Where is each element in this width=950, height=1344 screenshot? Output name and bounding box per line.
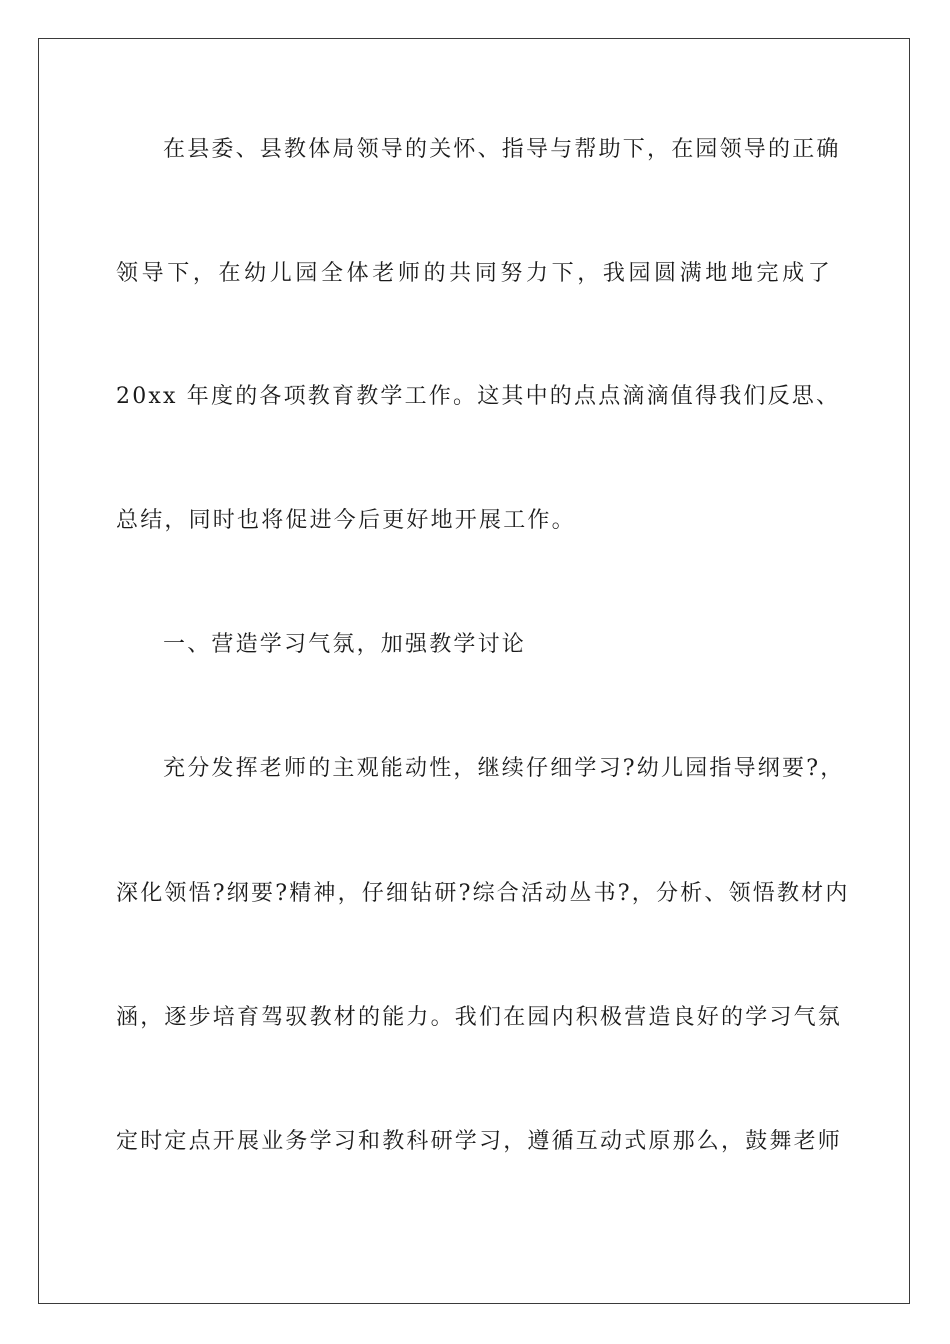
paragraph-1-line-2: 领导下，在幼儿园全体老师的共同努力下，我园圆满地地完成了 [116, 261, 832, 286]
paragraph-1-line-4: 总结，同时也将促进今后更好地开展工作。 [116, 508, 576, 533]
paragraph-1-line-3: 20xx 年度的各项教育教学工作。这其中的点点滴滴值得我们反思、 [116, 384, 841, 409]
page-border [38, 38, 910, 1304]
section-heading: 一、营造学习气氛，加强教学讨论 [163, 632, 527, 657]
paragraph-2-line-3: 涵，逐步培育驾驭教材的能力。我们在园内积极营造良好的学习气氛 [116, 1005, 843, 1030]
paragraph-2-line-1: 充分发挥老师的主观能动性，继续仔细学习?幼儿园指导纲要?， [163, 756, 845, 781]
paragraph-1-line-1: 在县委、县教体局领导的关怀、指导与帮助下，在园领导的正确 [163, 137, 841, 162]
paragraph-2-line-4: 定时定点开展业务学习和教科研学习，遵循互动式原那么，鼓舞老师 [116, 1129, 843, 1154]
paragraph-2-line-2: 深化领悟?纲要?精神，仔细钻研?综合活动丛书?，分析、领悟教材内 [116, 881, 850, 906]
